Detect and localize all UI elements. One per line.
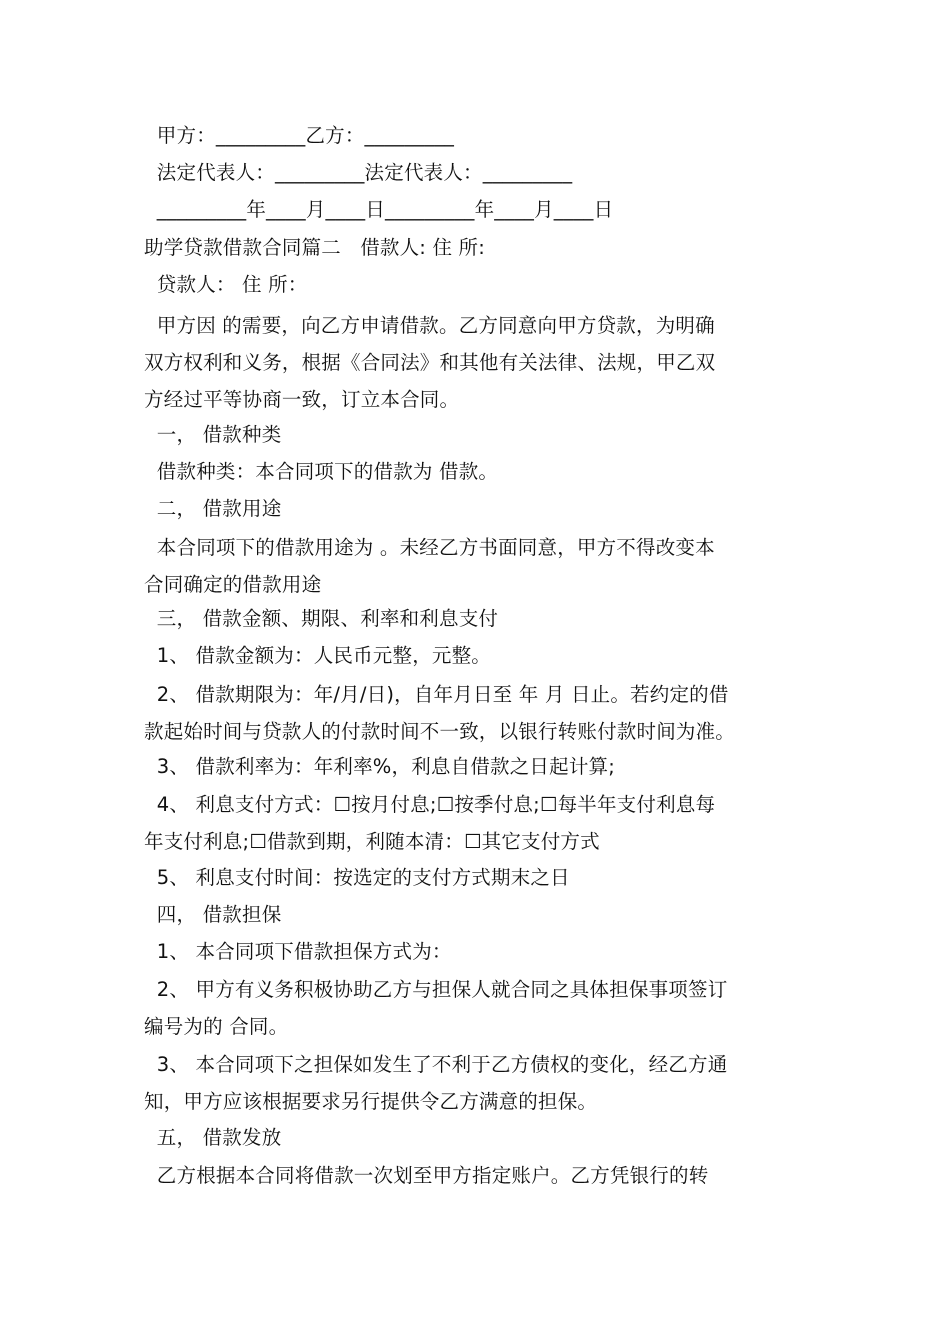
clause-3-1: 1、 借款金额为：人民币元整，元整。 xyxy=(144,644,492,667)
clause-3-2-line-2: 款起始时间与贷款人的付款时间不一致，以银行转账付款时间为准。 xyxy=(144,720,736,743)
clause-3-4-line-2: 年支付利息;☐借款到期，利随本清：☐其它支付方式 xyxy=(144,830,600,853)
intro-paragraph-line-3: 方经过平等协商一致，订立本合同。 xyxy=(144,388,460,411)
section-2-text-line-2: 合同确定的借款用途 xyxy=(144,573,322,596)
intro-paragraph-line-1: 甲方因 的需要，向乙方申请借款。乙方同意向甲方贷款，为明确 xyxy=(144,314,715,337)
section-heading-2: 二， 借款用途 xyxy=(144,497,282,520)
clause-4-2-line-2: 编号为的 合同。 xyxy=(144,1015,289,1038)
clause-4-1: 1、 本合同项下借款担保方式为： xyxy=(144,940,452,963)
section-heading-3: 三， 借款金额、期限、利率和利息支付 xyxy=(144,607,499,630)
section-heading-5: 五， 借款发放 xyxy=(144,1126,282,1149)
clause-4-3-line-2: 知，甲方应该根据要求另行提供令乙方满意的担保。 xyxy=(144,1090,598,1113)
intro-paragraph-line-2: 双方权利和义务，根据《合同法》和其他有关法律、法规，甲乙双 xyxy=(144,351,716,374)
section-heading-1: 一， 借款种类 xyxy=(144,423,282,446)
legal-representative-line: 法定代表人：_________法定代表人：_________ xyxy=(144,161,573,184)
clause-3-2-line-1: 2、 借款期限为：年/月/日)，自年月日至 年 月 日止。若约定的借 xyxy=(144,683,729,706)
section-2-text-line-1: 本合同项下的借款用途为 。未经乙方书面同意，甲方不得改变本 xyxy=(144,536,715,559)
clause-3-4-line-1: 4、 利息支付方式：☐按月付息;☐按季付息;☐每半年支付利息每 xyxy=(144,793,716,816)
section-heading-4: 四， 借款担保 xyxy=(144,903,282,926)
clause-4-3-line-1: 3、 本合同项下之担保如发生了不利于乙方债权的变化，经乙方通 xyxy=(144,1053,728,1076)
lender-line: 贷款人： 住 所： xyxy=(144,273,308,296)
section-5-text-line-1: 乙方根据本合同将借款一次划至甲方指定账户。乙方凭银行的转 xyxy=(144,1164,709,1187)
signature-date-line: _________年____月____日_________年____月____日 xyxy=(144,198,614,221)
clause-3-3: 3、 借款利率为：年利率%，利息自借款之日起计算; xyxy=(144,755,616,778)
signature-party-line: 甲方：_________乙方：_________ xyxy=(144,124,455,147)
contract-title-line: 助学贷款借款合同篇二 借款人: 住 所: xyxy=(144,236,486,259)
section-1-text: 借款种类：本合同项下的借款为 借款。 xyxy=(144,460,499,483)
clause-4-2-line-1: 2、 甲方有义务积极协助乙方与担保人就合同之具体担保事项签订 xyxy=(144,978,728,1001)
clause-3-5: 5、 利息支付时间：按选定的支付方式期末之日 xyxy=(144,866,570,889)
